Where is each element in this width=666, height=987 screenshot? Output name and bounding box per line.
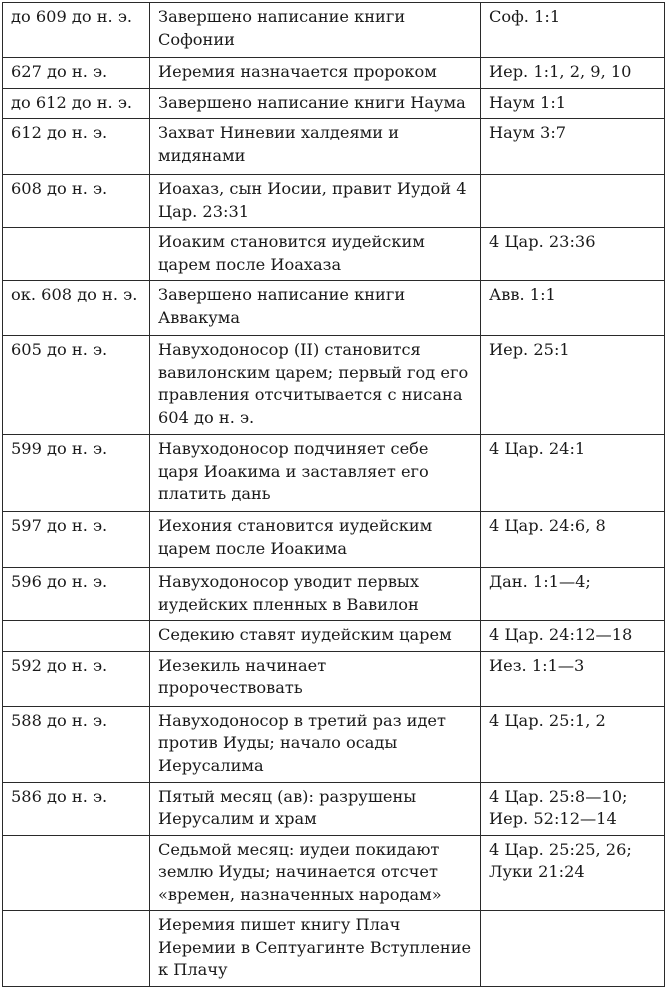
event-cell: Иезекиль начинает пророчествовать	[150, 651, 481, 706]
reference-cell: Иер. 1:1, 2, 9, 10	[481, 58, 665, 89]
date-cell: 599 до н. э.	[3, 435, 150, 512]
table-row	[3, 835, 665, 911]
table-row	[3, 782, 665, 835]
event-cell: Седьмой месяц: иудеи покидают землю Иуды; начинается отсчет «времен, назначенных народам»	[150, 835, 481, 911]
chronology-table	[2, 2, 665, 987]
event-cell: Завершено написание книги Аввакума	[150, 281, 481, 336]
reference-cell: 4 Цар. 25:8—10; Иер. 52:12—14	[481, 782, 665, 835]
date-cell: 612 до н. э.	[3, 119, 150, 175]
table-row	[3, 512, 665, 568]
event-cell: Иоаким становится иудейским царем после Иоахаза	[150, 228, 481, 281]
reference-cell: Авв. 1:1	[481, 281, 665, 336]
date-cell: 596 до н. э.	[3, 568, 150, 621]
table-row	[3, 706, 665, 782]
table-row	[3, 911, 665, 987]
table-row	[3, 435, 665, 512]
table-row	[3, 175, 665, 228]
date-cell: до 612 до н. э.	[3, 88, 150, 119]
date-cell: 597 до н. э.	[3, 512, 150, 568]
date-cell: 605 до н. э.	[3, 336, 150, 435]
reference-cell: 4 Цар. 25:25, 26; Луки 21:24	[481, 835, 665, 911]
date-cell	[3, 911, 150, 987]
event-cell: Пятый месяц (ав): разрушены Иерусалим и храм	[150, 782, 481, 835]
date-cell: до 609 до н. э.	[3, 3, 150, 58]
reference-cell	[481, 911, 665, 987]
event-cell: Захват Ниневии халдеями и мидянами	[150, 119, 481, 175]
table-row	[3, 88, 665, 119]
reference-cell: 4 Цар. 23:36	[481, 228, 665, 281]
table-row	[3, 621, 665, 652]
reference-cell: 4 Цар. 24:1	[481, 435, 665, 512]
reference-cell: 4 Цар. 24:12—18	[481, 621, 665, 652]
reference-cell: Дан. 1:1—4;	[481, 568, 665, 621]
event-cell: Иеремия пишет книгу Плач Иеремии в Септуагинте Вступление к Плачу	[150, 911, 481, 987]
event-cell: Седекию ставят иудейским царем	[150, 621, 481, 652]
reference-cell: Наум 1:1	[481, 88, 665, 119]
event-cell: Иеремия назначается пророком	[150, 58, 481, 89]
date-cell: 588 до н. э.	[3, 706, 150, 782]
date-cell: ок. 608 до н. э.	[3, 281, 150, 336]
table-row	[3, 3, 665, 58]
date-cell	[3, 228, 150, 281]
table-row	[3, 228, 665, 281]
event-cell: Навуходоносор уводит первых иудейских пленных в Вавилон	[150, 568, 481, 621]
reference-cell: 4 Цар. 24:6, 8	[481, 512, 665, 568]
date-cell: 608 до н. э.	[3, 175, 150, 228]
table-row	[3, 336, 665, 435]
table-row	[3, 568, 665, 621]
event-cell: Навуходоносор в третий раз идет против Иуды; начало осады Иерусалима	[150, 706, 481, 782]
reference-cell	[481, 175, 665, 228]
event-cell: Навуходоносор подчиняет себе царя Иоакима и заставляет его платить дань	[150, 435, 481, 512]
table-row	[3, 58, 665, 89]
event-cell: Завершено написание книги Наума	[150, 88, 481, 119]
table-row	[3, 651, 665, 706]
reference-cell: Иер. 25:1	[481, 336, 665, 435]
reference-cell: 4 Цар. 25:1, 2	[481, 706, 665, 782]
reference-cell: Иез. 1:1—3	[481, 651, 665, 706]
table-row	[3, 119, 665, 175]
event-cell: Навуходоносор (II) становится вавилонским царем; первый год его правления отсчитывается с нисана 604 до н. э.	[150, 336, 481, 435]
date-cell	[3, 621, 150, 652]
event-cell: Иехония становится иудейским царем после Иоакима	[150, 512, 481, 568]
reference-cell: Соф. 1:1	[481, 3, 665, 58]
date-cell: 592 до н. э.	[3, 651, 150, 706]
date-cell	[3, 835, 150, 911]
event-cell: Завершено написание книги Софонии	[150, 3, 481, 58]
date-cell: 627 до н. э.	[3, 58, 150, 89]
event-cell: Иоахаз, сын Иосии, правит Иудой 4 Цар. 23:31	[150, 175, 481, 228]
reference-cell: Наум 3:7	[481, 119, 665, 175]
table-row	[3, 281, 665, 336]
date-cell: 586 до н. э.	[3, 782, 150, 835]
